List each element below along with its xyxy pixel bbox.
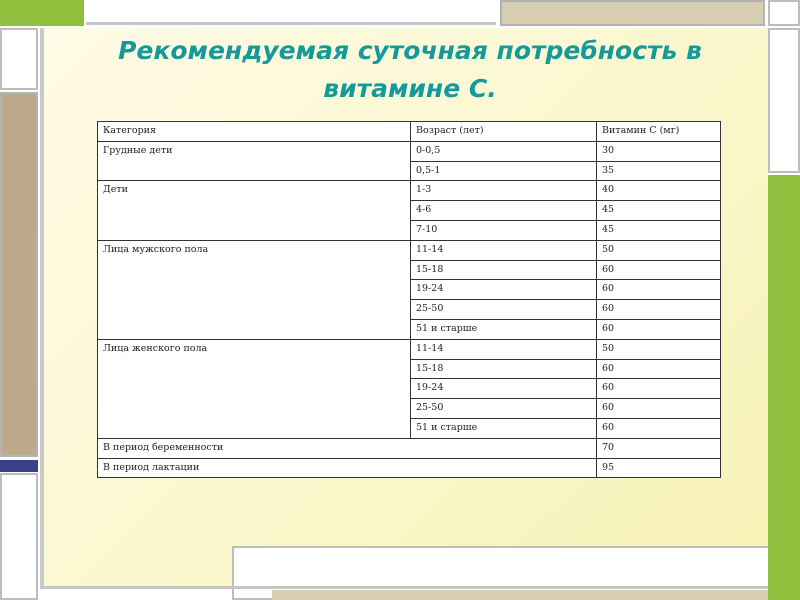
category-cell: Лица женского пола (98, 339, 411, 438)
page-title: Рекомендуемая суточная потребность в витамине С. (118, 36, 702, 103)
left-bar-white-bottom (0, 473, 38, 600)
age-cell: 11-14 (411, 339, 597, 359)
top-right-white-block (768, 0, 800, 26)
age-cell: 51 и старше (411, 319, 597, 339)
table-row (98, 438, 721, 458)
vitamin-value-cell: 30 (597, 141, 721, 161)
table-header-row (98, 122, 721, 142)
category-cell: В период лактации (98, 458, 597, 478)
vitamin-value-cell: 35 (597, 161, 721, 181)
category-cell: В период беременности (98, 438, 597, 458)
age-cell: 0,5-1 (411, 161, 597, 181)
left-bar-navy-stripe (0, 460, 38, 472)
vitamin-value-cell: 50 (597, 240, 721, 260)
age-cell: 0-0,5 (411, 141, 597, 161)
age-cell: 1-3 (411, 181, 597, 201)
table-row (98, 181, 721, 201)
vitamin-c-table (97, 121, 721, 478)
bottom-line (40, 586, 768, 589)
age-cell: 4-6 (411, 201, 597, 221)
category-cell: Дети (98, 181, 411, 240)
vitamin-value-cell: 40 (597, 181, 721, 201)
table-row (98, 339, 721, 359)
left-bar-tan (0, 92, 38, 457)
header-age: Возраст (лет) (411, 122, 597, 142)
table-row (98, 141, 721, 161)
right-bar-green (768, 175, 800, 600)
vitamin-value-cell: 50 (597, 339, 721, 359)
left-bar-white-top (0, 28, 38, 90)
top-left-green-block (0, 0, 84, 26)
header-vitamin: Витамин С (мг) (597, 122, 721, 142)
age-cell: 19-24 (411, 280, 597, 300)
age-cell: 7-10 (411, 220, 597, 240)
age-cell: 25-50 (411, 300, 597, 320)
vitamin-value-cell: 45 (597, 220, 721, 240)
vitamin-value-cell: 60 (597, 418, 721, 438)
top-line (86, 22, 496, 25)
age-cell: 19-24 (411, 379, 597, 399)
age-cell: 15-18 (411, 359, 597, 379)
category-cell: Лица мужского пола (98, 240, 411, 339)
header-category: Категория (98, 122, 411, 142)
age-cell: 25-50 (411, 399, 597, 419)
vitamin-value-cell: 60 (597, 379, 721, 399)
top-right-beige-block (500, 0, 765, 26)
vitamin-value-cell: 95 (597, 458, 721, 478)
right-bar-white (768, 28, 800, 173)
vitamin-value-cell: 60 (597, 359, 721, 379)
vitamin-value-cell: 60 (597, 260, 721, 280)
vitamin-value-cell: 60 (597, 300, 721, 320)
vitamin-value-cell: 45 (597, 201, 721, 221)
bottom-beige-block (272, 590, 768, 600)
category-cell: Грудные дети (98, 141, 411, 181)
vitamin-value-cell: 60 (597, 280, 721, 300)
vitamin-value-cell: 60 (597, 399, 721, 419)
table-row (98, 240, 721, 260)
vitamin-value-cell: 60 (597, 319, 721, 339)
age-cell: 51 и старше (411, 418, 597, 438)
table-row (98, 458, 721, 478)
vitamin-value-cell: 70 (597, 438, 721, 458)
age-cell: 11-14 (411, 240, 597, 260)
age-cell: 15-18 (411, 260, 597, 280)
